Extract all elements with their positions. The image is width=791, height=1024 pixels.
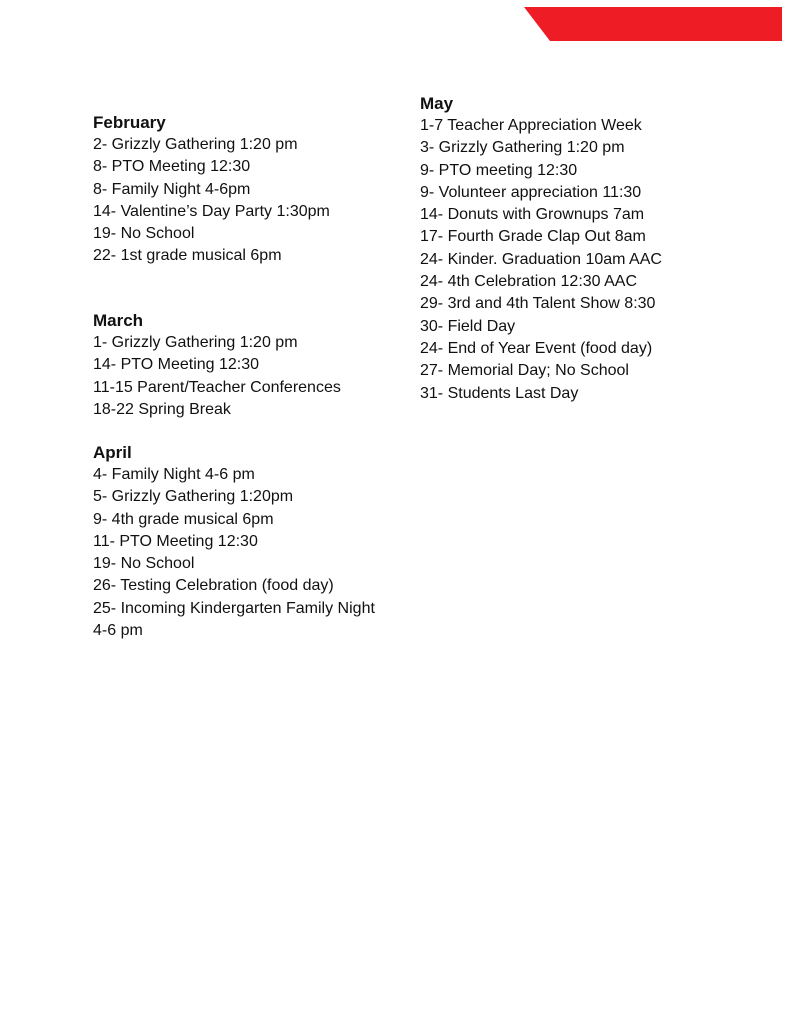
may-event-list bbox=[420, 115, 720, 405]
event-item: 8- Family Night 4-6pm bbox=[93, 180, 251, 198]
event-item: 22- 1st grade musical 6pm bbox=[93, 247, 282, 265]
event-item: 5- Grizzly Gathering 1:20pm bbox=[93, 488, 294, 506]
event-item: 17- Fourth Grade Clap Out 8am bbox=[420, 228, 646, 246]
event-item: 24- 4th Celebration 12:30 AAC bbox=[420, 273, 638, 291]
february-event-list bbox=[93, 134, 393, 268]
february-section bbox=[93, 112, 393, 268]
event-item: 24- Kinder. Graduation 10am AAC bbox=[420, 250, 662, 268]
event-item: 18-22 Spring Break bbox=[93, 400, 231, 418]
event-item: 30- Field Day bbox=[420, 317, 516, 335]
event-item: 14- Valentine’s Day Party 1:30pm bbox=[93, 202, 330, 220]
event-item: 14- PTO Meeting 12:30 bbox=[93, 356, 260, 374]
event-item: 1-7 Teacher Appreciation Week bbox=[420, 117, 642, 134]
event-item: 26- Testing Celebration (food day) bbox=[93, 577, 334, 595]
event-item: 9- PTO meeting 12:30 bbox=[420, 161, 578, 179]
march-event-list bbox=[93, 332, 393, 421]
event-item: 31- Students Last Day bbox=[420, 384, 579, 402]
event-item: 19- No School bbox=[93, 555, 195, 573]
event-item: 4- Family Night 4-6 pm bbox=[93, 466, 255, 483]
red-banner-decoration bbox=[524, 7, 782, 41]
event-item: 2- Grizzly Gathering 1:20 pm bbox=[93, 136, 298, 153]
event-item: 27- Memorial Day; No School bbox=[420, 362, 629, 380]
february-heading: February bbox=[93, 113, 166, 132]
march-section bbox=[93, 310, 393, 421]
may-heading: May bbox=[420, 94, 454, 113]
red-banner-shape bbox=[524, 7, 782, 41]
event-item: 11- PTO Meeting 12:30 bbox=[93, 532, 258, 550]
event-item: 3- Grizzly Gathering 1:20 pm bbox=[420, 139, 625, 157]
april-event-list bbox=[93, 464, 378, 642]
event-item: 8- PTO Meeting 12:30 bbox=[93, 158, 251, 176]
banner-polygon bbox=[524, 7, 782, 41]
march-heading: March bbox=[93, 311, 144, 330]
event-item: 29- 3rd and 4th Talent Show 8:30 bbox=[420, 295, 656, 313]
event-item: 11-15 Parent/Teacher Conferences bbox=[93, 378, 341, 396]
may-section bbox=[420, 93, 720, 405]
april-heading: April bbox=[93, 443, 132, 462]
event-item: 25- Incoming Kindergarten Family Night 4-6 pm bbox=[93, 599, 375, 640]
event-item: 9- 4th grade musical 6pm bbox=[93, 510, 274, 528]
event-item: 1- Grizzly Gathering 1:20 pm bbox=[93, 334, 298, 351]
event-item: 14- Donuts with Grownups 7am bbox=[420, 206, 645, 224]
event-item: 9- Volunteer appreciation 11:30 bbox=[420, 183, 642, 201]
event-item: 24- End of Year Event (food day) bbox=[420, 339, 653, 357]
april-section bbox=[93, 442, 393, 642]
event-item: 19- No School bbox=[93, 225, 195, 243]
